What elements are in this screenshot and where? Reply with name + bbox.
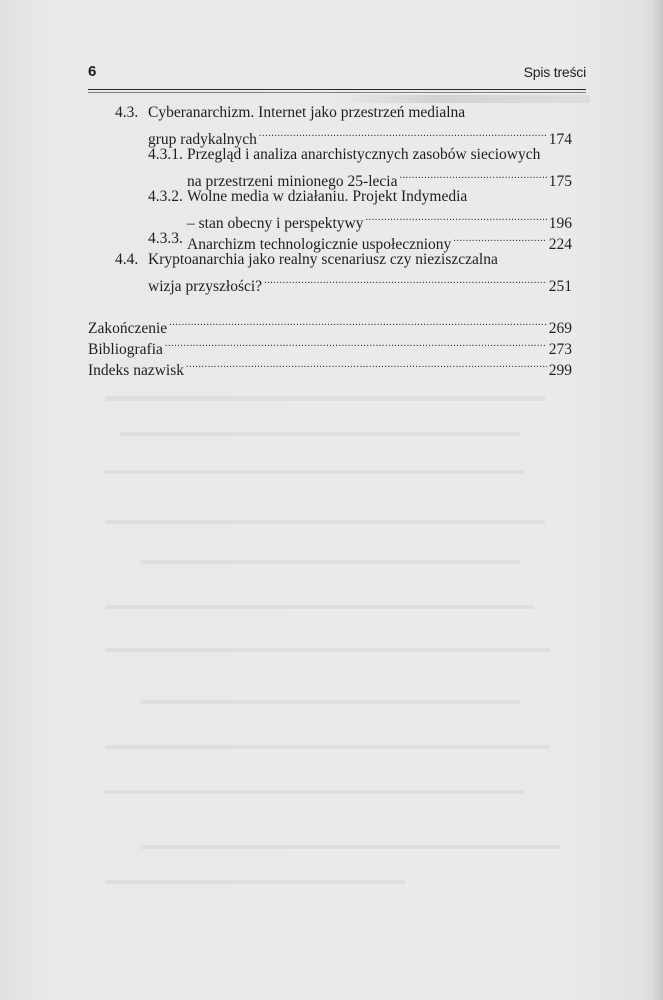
dot-leader — [186, 354, 547, 375]
toc-back-matter-label: Zakończenie — [88, 320, 168, 337]
bleed-through-mark — [105, 880, 405, 884]
bleed-through-mark — [105, 605, 535, 609]
toc-entry-title-line: Przegląd i analiza anarchistycznych zasobów sieciowych — [187, 146, 541, 163]
bleed-through-mark — [105, 745, 550, 749]
table-of-contents — [88, 102, 572, 379]
toc-back-matter-entry[interactable] — [88, 312, 572, 337]
bleed-through-mark — [120, 432, 520, 436]
bleed-through-mark — [105, 790, 525, 794]
toc-entry-number: 4.3.2. — [148, 188, 183, 205]
toc-entry-title-line: na przestrzeni minionego 25-lecia — [187, 173, 398, 190]
toc-entry-page: 174 — [548, 131, 572, 148]
dot-leader — [366, 207, 547, 228]
toc-entry-number: 4.4. — [115, 251, 139, 268]
toc-back-matter-page: 273 — [548, 341, 572, 358]
running-head-title: Spis treści — [523, 64, 586, 80]
toc-entry-title-line: – stan obecny i perspektywy — [187, 215, 364, 232]
header-rule — [88, 89, 586, 90]
toc-back-matter-page: 269 — [548, 320, 572, 337]
dot-leader — [259, 123, 547, 144]
toc-entry-number: 4.3.1. — [148, 146, 183, 163]
header-rule-secondary — [88, 92, 586, 93]
toc-entry-page: 196 — [548, 215, 572, 232]
toc-back-matter-entry[interactable] — [88, 354, 572, 379]
bleed-through-mark — [105, 520, 545, 524]
dot-leader — [264, 270, 547, 291]
toc-entry-title-line: wizja przyszłości? — [148, 278, 263, 295]
toc-entry-page: 251 — [548, 278, 572, 295]
toc-entry-number: 4.3.3. — [148, 230, 183, 247]
dot-leader — [169, 312, 547, 333]
bleed-through-mark — [105, 396, 545, 401]
toc-back-matter-label: Indeks nazwisk — [88, 362, 184, 379]
toc-entry[interactable] — [88, 102, 572, 148]
page-edge-shadow — [651, 0, 663, 1000]
toc-entry-title-line: Wolne media w działaniu. Projekt Indymedia — [187, 188, 468, 205]
bleed-through-mark — [140, 845, 560, 849]
toc-entry[interactable] — [88, 144, 572, 190]
toc-back-matter-page: 299 — [548, 362, 572, 379]
toc-entry-page: 175 — [548, 173, 572, 190]
toc-back-matter-label: Bibliografia — [88, 341, 163, 358]
bleed-through-mark — [105, 470, 525, 474]
dot-leader — [453, 228, 546, 249]
toc-back-matter-entry[interactable] — [88, 333, 572, 358]
toc-entry[interactable] — [88, 249, 572, 295]
toc-entry-number: 4.3. — [115, 104, 139, 121]
dot-leader — [399, 165, 546, 186]
toc-entry[interactable] — [88, 228, 572, 253]
toc-entry-title-line: grup radykalnych — [148, 131, 257, 148]
bleed-through-mark — [105, 648, 550, 652]
page-number: 6 — [88, 63, 97, 80]
dot-leader — [165, 333, 547, 354]
toc-entry-page: 224 — [548, 236, 572, 253]
toc-entry[interactable] — [88, 186, 572, 232]
bleed-through-mark — [140, 700, 520, 704]
bleed-through-mark — [140, 560, 520, 564]
toc-entry-title-line: Kryptoanarchia jako realny scenariusz czy nieziszczalna — [148, 251, 498, 268]
toc-entry-title-line: Cyberanarchizm. Internet jako przestrzeń medialna — [148, 104, 466, 121]
toc-entry-title-line: Anarchizm technologicznie uspołeczniony — [187, 236, 452, 253]
running-head — [88, 62, 586, 86]
